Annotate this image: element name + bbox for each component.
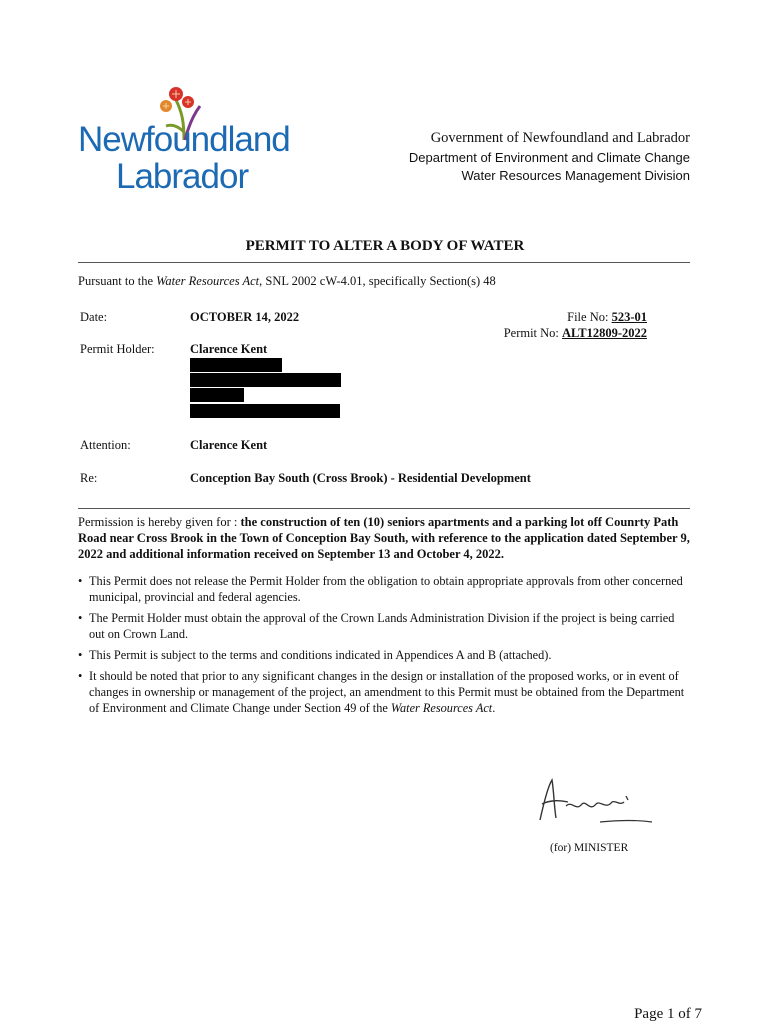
file-number-value: 523-01 <box>611 310 647 324</box>
header-department: Department of Environment and Climate Change <box>408 150 690 165</box>
pursuant-prefix: Pursuant to the <box>78 274 157 288</box>
title-divider <box>78 262 690 263</box>
document-title: PERMIT TO ALTER A BODY OF WATER <box>245 238 525 254</box>
file-number-label: File No: <box>567 310 612 324</box>
permit-holder-label: Permit Holder: <box>80 342 155 356</box>
list-item <box>78 668 690 716</box>
pursuant-line <box>78 274 496 289</box>
list-item: • The Permit Holder must obtain the approval of the Crown Lands Administration Division if the project is being carried out on Crown Land. <box>78 610 690 642</box>
permission-prefix: Permission is hereby given for : <box>78 515 241 529</box>
redaction-block <box>190 404 340 418</box>
section-divider <box>78 508 690 509</box>
conditions-list <box>78 573 690 721</box>
bullet-four-suffix: . <box>492 701 496 715</box>
permit-holder-value: Clarence Kent <box>190 342 268 356</box>
pursuant-suffix: , SNL 2002 cW-4.01, specifically Section(s) 48 <box>259 274 496 288</box>
permit-number-value: ALT12809-2022 <box>562 326 647 340</box>
bullet-four-prefix: It should be noted that prior to any significant changes in the design or installation of the proposed works, or in event of changes in ownership or management of the project, an amendment to this Permit must be obtained from the Department of Environment and Climate Change under Section 49 of the <box>89 669 685 715</box>
pursuant-act: Water Resources Act <box>156 274 260 288</box>
bullet-four-act: Water Resources Act <box>390 701 493 715</box>
permit-number-row <box>504 325 647 341</box>
logo-word-newfoundland: Newfoundland <box>78 120 290 159</box>
date-label: Date: <box>80 310 108 324</box>
attention-value: Clarence Kent <box>190 438 268 452</box>
permission-body: the construction of ten (10) seniors apartments and a parking lot off Counrty Path Road near Cross Brook in the Town of Conception Bay South, with reference to the application dated September 9, 2022 and additional information received on September 13 and October 4, 2022. <box>78 515 690 561</box>
re-label: Re: <box>80 471 98 485</box>
permit-number-label: Permit No: <box>503 326 563 340</box>
permission-paragraph <box>78 514 690 562</box>
redaction-block <box>190 373 341 387</box>
header-government: Government of Newfoundland and Labrador <box>430 130 690 146</box>
list-item: • This Permit is subject to the terms and conditions indicated in Appendices A and B (attached). <box>78 647 690 663</box>
re-value: Conception Bay South (Cross Brook) - Residential Development <box>190 471 531 485</box>
file-numbers <box>504 309 647 341</box>
file-number-row <box>504 309 647 325</box>
logo-word-labrador: Labrador <box>116 157 249 196</box>
redaction-block <box>190 388 244 402</box>
attention-label: Attention: <box>80 438 131 452</box>
redaction-block <box>190 358 282 372</box>
signature-title: (for) MINISTER <box>550 842 629 854</box>
nl-government-logo <box>76 82 290 197</box>
date-value: OCTOBER 14, 2022 <box>190 310 300 324</box>
minister-signature <box>530 772 660 832</box>
list-item: • This Permit does not release the Permit Holder from the obligation to obtain appropriate approvals from other concerned municipal, provincial and federal agencies. <box>78 573 690 605</box>
page-number: Page 1 of 7 <box>634 1006 702 1022</box>
header-division: Water Resources Management Division <box>461 168 690 183</box>
